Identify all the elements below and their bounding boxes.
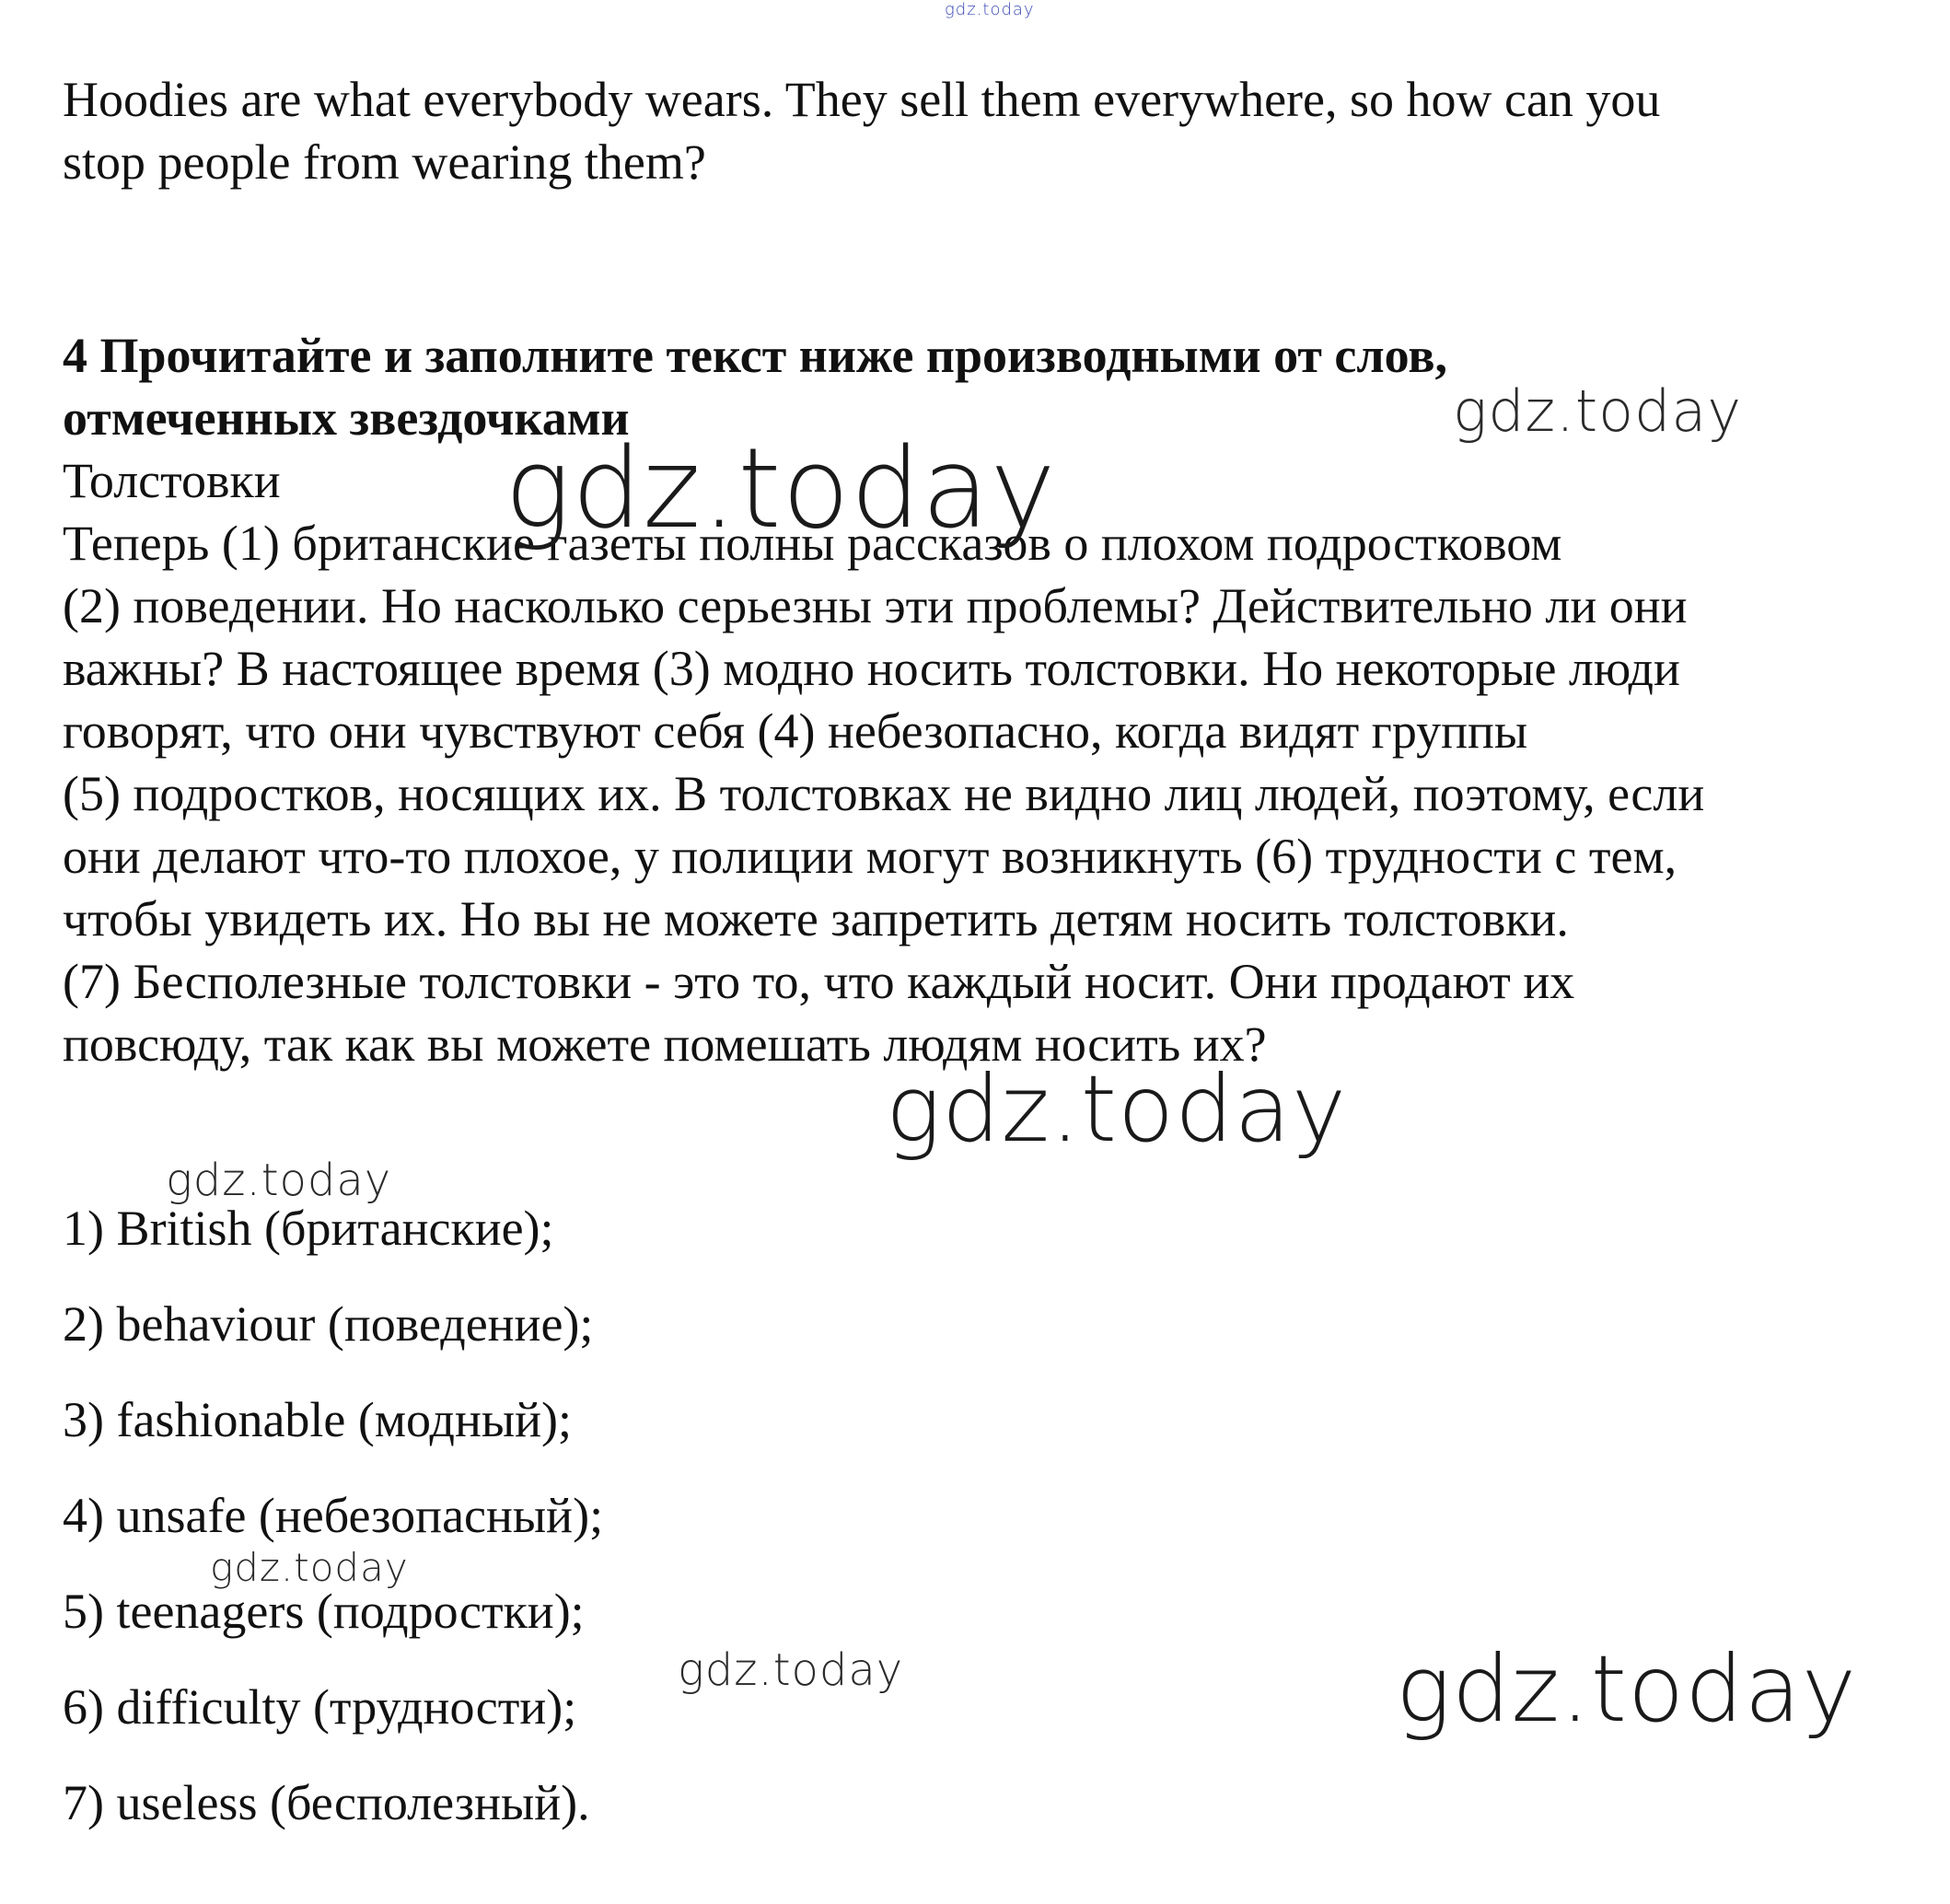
body-line: важны? В настоящее время (3) модно носить толстовки. Но некоторые люди: [63, 641, 1680, 696]
task-section: [63, 324, 1904, 1075]
answer-item: 4) unsafe (небезопасный);: [63, 1488, 604, 1543]
watermark-logo: gdz.today: [210, 1545, 409, 1590]
body-line: (7) Бесполезные толстовки - это то, что каждый носит. Они продают их: [63, 954, 1575, 1009]
intro-paragraph: [63, 68, 1904, 193]
watermark-logo: gdz.today: [1396, 1635, 1858, 1743]
body-line: говорят, что они чувствуют себя (4) небезопасно, когда видят группы: [63, 703, 1528, 759]
watermark-logo: gdz.today: [166, 1155, 392, 1206]
watermark-logo: gdz.today: [1453, 377, 1743, 445]
answer-item: 5) teenagers (подростки);: [63, 1584, 585, 1639]
watermark-logo: gdz.today: [886, 1055, 1348, 1163]
answer-item: 2) behaviour (поведение);: [63, 1296, 594, 1352]
body-line: Теперь (1) британские газеты полны рассказов о плохом подростковом: [63, 516, 1562, 571]
intro-line: stop people from wearing them?: [63, 134, 706, 190]
watermark-logo: gdz.today: [678, 1644, 904, 1696]
intro-line: Hoodies are what everybody wears. They sell them everywhere, so how can you: [63, 72, 1661, 127]
watermark-logo: gdz.today: [945, 0, 1035, 19]
body-line: они делают что-то плохое, у полиции могут возникнуть (6) трудности с тем,: [63, 829, 1677, 884]
body-line: (2) поведении. Но насколько серьезны эти проблемы? Действительно ли они: [63, 578, 1688, 633]
watermark-logo: gdz.today: [505, 425, 1057, 553]
body-line: (5) подростков, носящих их. В толстовках не видно лиц людей, поэтому, если: [63, 766, 1705, 821]
answer-item: 1) British (британские);: [63, 1201, 554, 1256]
body-line: повсюду, так как вы можете помешать людям носить их?: [63, 1016, 1267, 1072]
answer-item: 7) useless (бесполезный).: [63, 1775, 590, 1830]
text-title: Толстовки: [63, 453, 281, 508]
answer-list: [63, 1197, 603, 1867]
task-heading: 4 Прочитайте и заполните текст ниже производными от слов,: [63, 328, 1447, 383]
answer-item: 3) fashionable (модный);: [63, 1392, 573, 1447]
body-line: чтобы увидеть их. Но вы не можете запретить детям носить толстовки.: [63, 891, 1569, 946]
task-heading: отмеченных звездочками: [63, 390, 630, 446]
answer-item: 6) difficulty (трудности);: [63, 1679, 577, 1735]
